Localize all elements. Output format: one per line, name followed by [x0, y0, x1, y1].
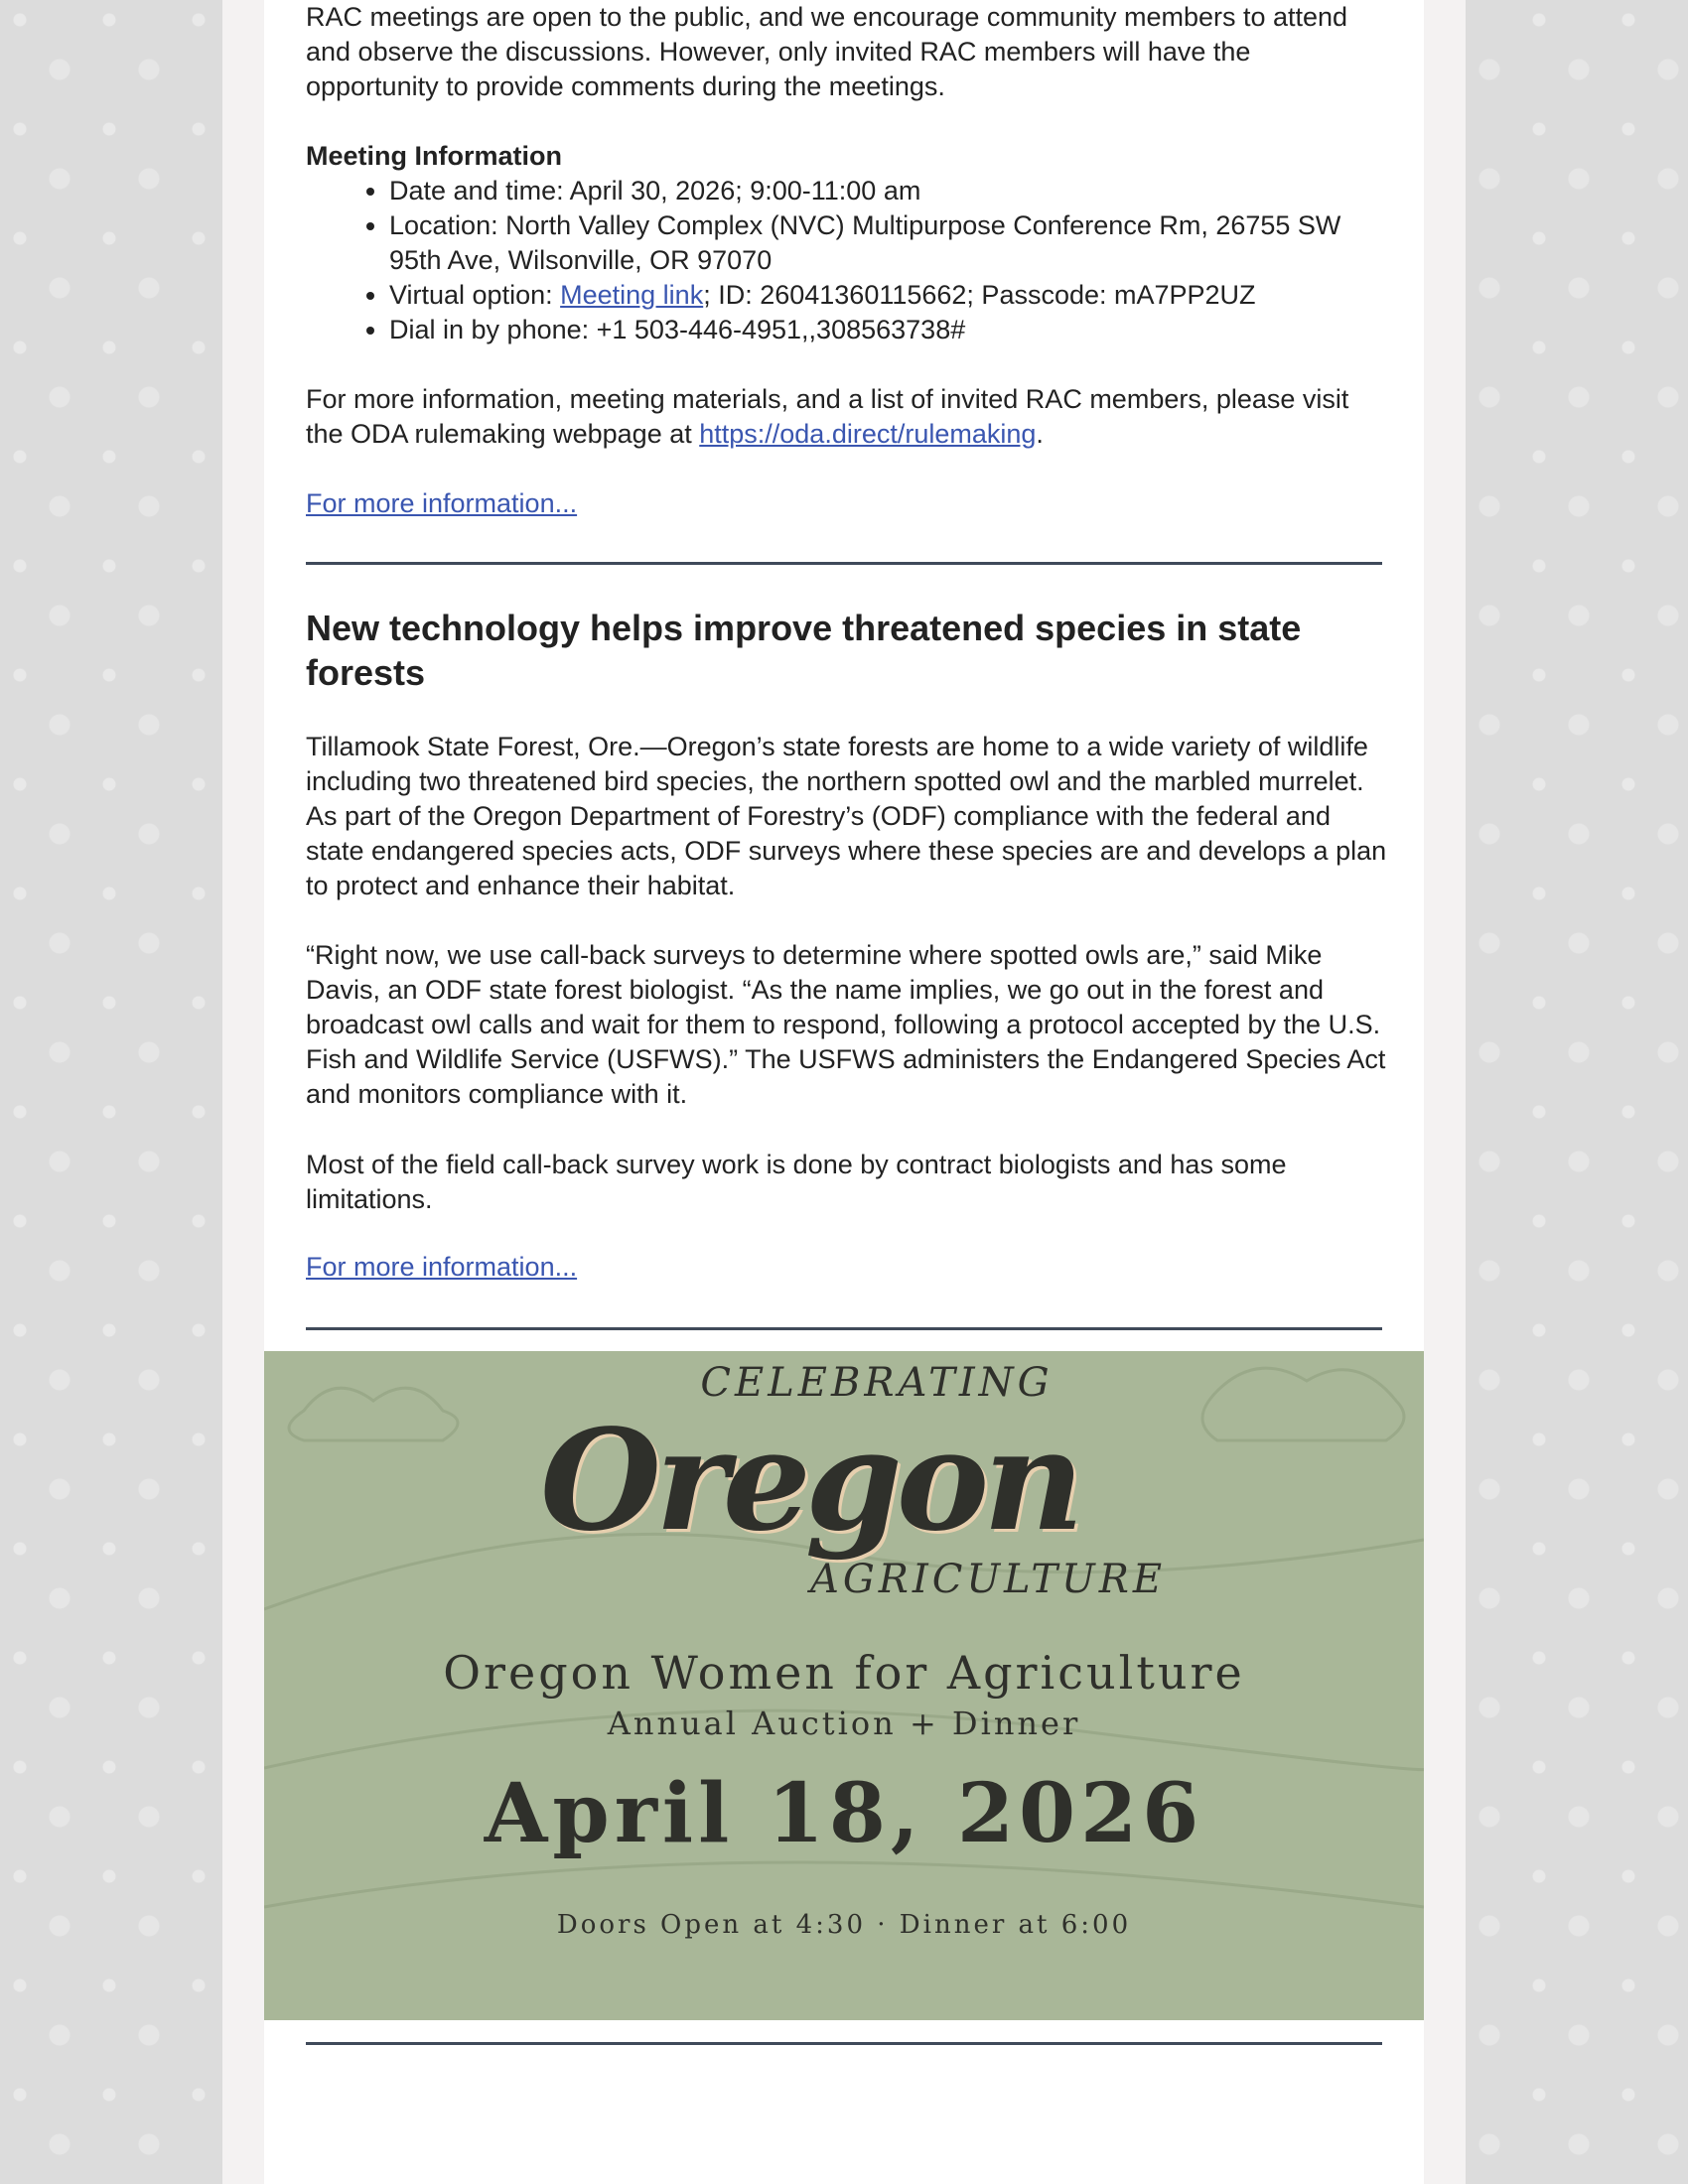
- meeting-info: [306, 139, 1388, 347]
- banner-times: Doors Open at 4:30 · Dinner at 6:00: [556, 1910, 1132, 1940]
- meeting-details-list: [306, 174, 1388, 347]
- divider: [306, 1327, 1382, 1330]
- banner-organization: Oregon Women for Agriculture: [443, 1646, 1245, 1700]
- meeting-location: • Location: North Valley Complex (NVC) Multipurpose Conference Rm, 26755 SW 95th Ave, Wilsonville, OR 97070: [389, 208, 1388, 278]
- banner-date: April 18, 2026: [484, 1766, 1204, 1861]
- rac-more-info: [306, 382, 1388, 452]
- banner-agriculture: AGRICULTURE: [809, 1557, 1167, 1602]
- article-paragraph-3: Most of the field call-back survey work is done by contract biologists and has some limitations.: [306, 1150, 1287, 1214]
- banner-celebrating: CELEBRATING: [700, 1360, 1054, 1406]
- meeting-virtual: [389, 278, 1388, 313]
- article-paragraph-2: “Right now, we use call-back surveys to determine where spotted owls are,” said Mike Davis, an ODF state forest biologist. “As the name implies, we go out in the forest and broadcast owl calls and wait for them to respond, following a protocol accepted by the U.S. Fish and Wildlife Service (USFWS).” The USFWS administers the Endangered Species Act and monitors compliance with it.: [306, 940, 1386, 1109]
- divider: [306, 2042, 1382, 2045]
- email-content: [306, 0, 1388, 2045]
- banner-oregon-script: Oregon: [540, 1400, 1078, 1563]
- banner-event: Annual Auction + Dinner: [607, 1705, 1081, 1742]
- meeting-date: • Date and time: April 30, 2026; 9:00-11:00 am: [389, 174, 1388, 208]
- article-more-info-link[interactable]: For more information...: [306, 1252, 578, 1282]
- meeting-link[interactable]: Meeting link: [560, 280, 704, 310]
- rac-intro: RAC meetings are open to the public, and we encourage community members to attend and observe the discussions. However, only invited RAC members will have the opportunity to provide comments during the meetings.: [306, 2, 1348, 101]
- divider: [306, 562, 1382, 565]
- meeting-phone: • Dial in by phone: +1 503-446-4951,,308563738#: [389, 313, 1388, 347]
- virtual-details: ; ID: 26041360115662; Passcode: mA7PP2UZ: [703, 280, 1256, 310]
- more-info-text: For more information, meeting materials, and a list of invited RAC members, please visit the ODA rulemaking webpage at: [306, 384, 1349, 449]
- article-title: New technology helps improve threatened species in state forests: [306, 608, 1302, 693]
- virtual-label: Virtual option:: [389, 280, 561, 310]
- rulemaking-link[interactable]: https://oda.direct/rulemaking: [699, 419, 1037, 449]
- meeting-info-heading: Meeting Information: [306, 141, 562, 171]
- rac-more-info-link[interactable]: For more information...: [306, 488, 578, 518]
- period: .: [1036, 419, 1044, 449]
- auction-banner[interactable]: [264, 1351, 1424, 2020]
- article-paragraph-1: Tillamook State Forest, Ore.—Oregon’s state forests are home to a wide variety of wildlife including two threatened bird species, the northern spotted owl and the marbled murrelet. As part of the Oregon Department of Forestry’s (ODF) compliance with the federal and state endangered species acts, ODF surveys where these species are and develops a plan to protect and enhance their habitat.: [306, 732, 1387, 900]
